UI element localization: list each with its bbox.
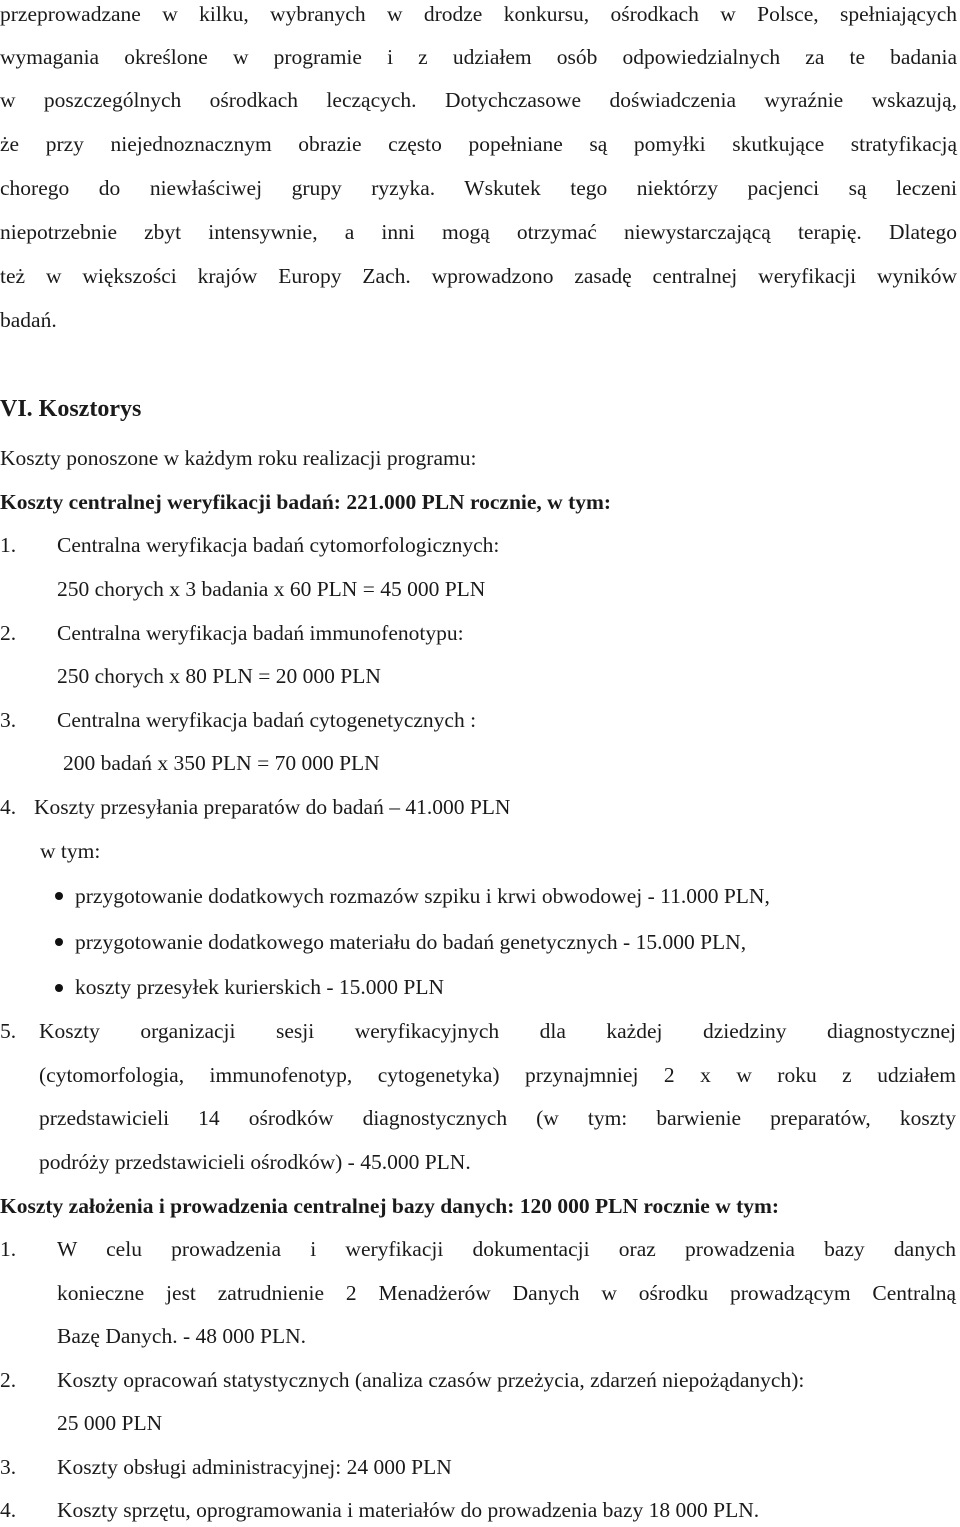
shipping-bullet: przygotowanie dodatkowych rozmazów szpiku i krwi obwodowej - 11.000 PLN,: [75, 884, 770, 908]
database-item-line: Koszty sprzętu, oprogramowania i materiałów do prowadzenia bazy 18 000 PLN.: [57, 1498, 760, 1522]
intro-line: też w większości krajów Europy Zach. wprowadzono zasadę centralnej weryfikacji wyników: [0, 264, 957, 288]
sessions-line: podróży przedstawicieli ośrodków) - 45.000 PLN.: [39, 1150, 471, 1174]
bullet-icon: [55, 938, 63, 946]
verification-item-detail: 200 badań x 350 PLN = 70 000 PLN: [63, 751, 380, 775]
item-number: 4.: [0, 795, 17, 819]
item-number: 1.: [0, 1237, 17, 1261]
item-number: 2.: [0, 1368, 17, 1392]
database-item-line: W celu prowadzenia i weryfikacji dokumentacji oraz prowadzenia bazy danych: [57, 1237, 956, 1261]
item-number: 5.: [0, 1019, 17, 1043]
item-number: 3.: [0, 708, 17, 732]
intro-line: niepotrzebnie zbyt intensywnie, a inni mogą otrzymać niewystarczającą terapię. Dlatego: [0, 220, 957, 244]
shipping-bullet: koszty przesyłek kurierskich - 15.000 PLN: [75, 975, 445, 999]
verification-item-title: Centralna weryfikacja badań immunofenotypu:: [57, 621, 464, 645]
sessions-line: (cytomorfologia, immunofenotyp, cytogenetyka) przynajmniej 2 x w roku z udziałem: [39, 1063, 956, 1087]
verification-total: Koszty centralnej weryfikacji badań: 221.000 PLN rocznie, w tym:: [0, 490, 612, 514]
section-heading: VI. Kosztorys: [0, 396, 142, 422]
item-number: 2.: [0, 621, 17, 645]
bullet-icon: [55, 892, 63, 900]
sessions-line: przedstawicieli 14 ośrodków diagnostycznych (w tym: barwienie preparatów, koszty: [39, 1106, 956, 1130]
database-item-line: Bazę Danych. - 48 000 PLN.: [57, 1324, 306, 1348]
verification-item-title: Centralna weryfikacja badań cytogenetycznych :: [57, 708, 477, 732]
database-item-line: Koszty obsługi administracyjnej: 24 000 PLN: [57, 1455, 452, 1479]
intro-line: przeprowadzane w kilku, wybranych w drodze konkursu, ośrodkach w Polsce, spełniających: [0, 2, 957, 26]
item-number: 3.: [0, 1455, 17, 1479]
intro-line: chorego do niewłaściwej grupy ryzyka. Wskutek tego niektórzy pacjenci są leczeni: [0, 176, 957, 200]
shipping-subtitle: w tym:: [40, 839, 101, 863]
intro-line: wymagania określone w programie i z udziałem osób odpowiedzialnych za te badania: [0, 45, 957, 69]
database-item-line: konieczne jest zatrudnienie 2 Menadżerów Danych w ośrodku prowadzącym Centralną: [57, 1281, 956, 1305]
item-number: 1.: [0, 533, 17, 557]
intro-line: że przy niejednoznacznym obrazie często popełniane są pomyłki skutkujące stratyfikacją: [0, 132, 957, 156]
shipping-bullet: przygotowanie dodatkowego materiału do badań genetycznych - 15.000 PLN,: [75, 930, 747, 954]
item-number: 4.: [0, 1498, 17, 1522]
database-item-line: Koszty opracowań statystycznych (analiza czasów przeżycia, zdarzeń niepożądanych):: [57, 1368, 805, 1392]
costs-intro: Koszty ponoszone w każdym roku realizacji programu:: [0, 446, 477, 470]
verification-item-detail: 250 chorych x 3 badania x 60 PLN = 45 000 PLN: [57, 577, 486, 601]
shipping-title: Koszty przesyłania preparatów do badań – 41.000 PLN: [34, 795, 511, 819]
verification-item-title: Centralna weryfikacja badań cytomorfologicznych:: [57, 533, 500, 557]
database-total: Koszty założenia i prowadzenia centralnej bazy danych: 120 000 PLN rocznie w tym:: [0, 1194, 780, 1218]
bullet-icon: [55, 984, 63, 992]
intro-line: w poszczególnych ośrodkach leczących. Dotychczasowe doświadczenia wyraźnie wskazują,: [0, 88, 957, 112]
database-item-line: 25 000 PLN: [57, 1411, 163, 1435]
sessions-line: Koszty organizacji sesji weryfikacyjnych dla każdej dziedziny diagnostycznej: [39, 1019, 956, 1043]
verification-item-detail: 250 chorych x 80 PLN = 20 000 PLN: [57, 664, 381, 688]
intro-line: badań.: [0, 308, 57, 332]
